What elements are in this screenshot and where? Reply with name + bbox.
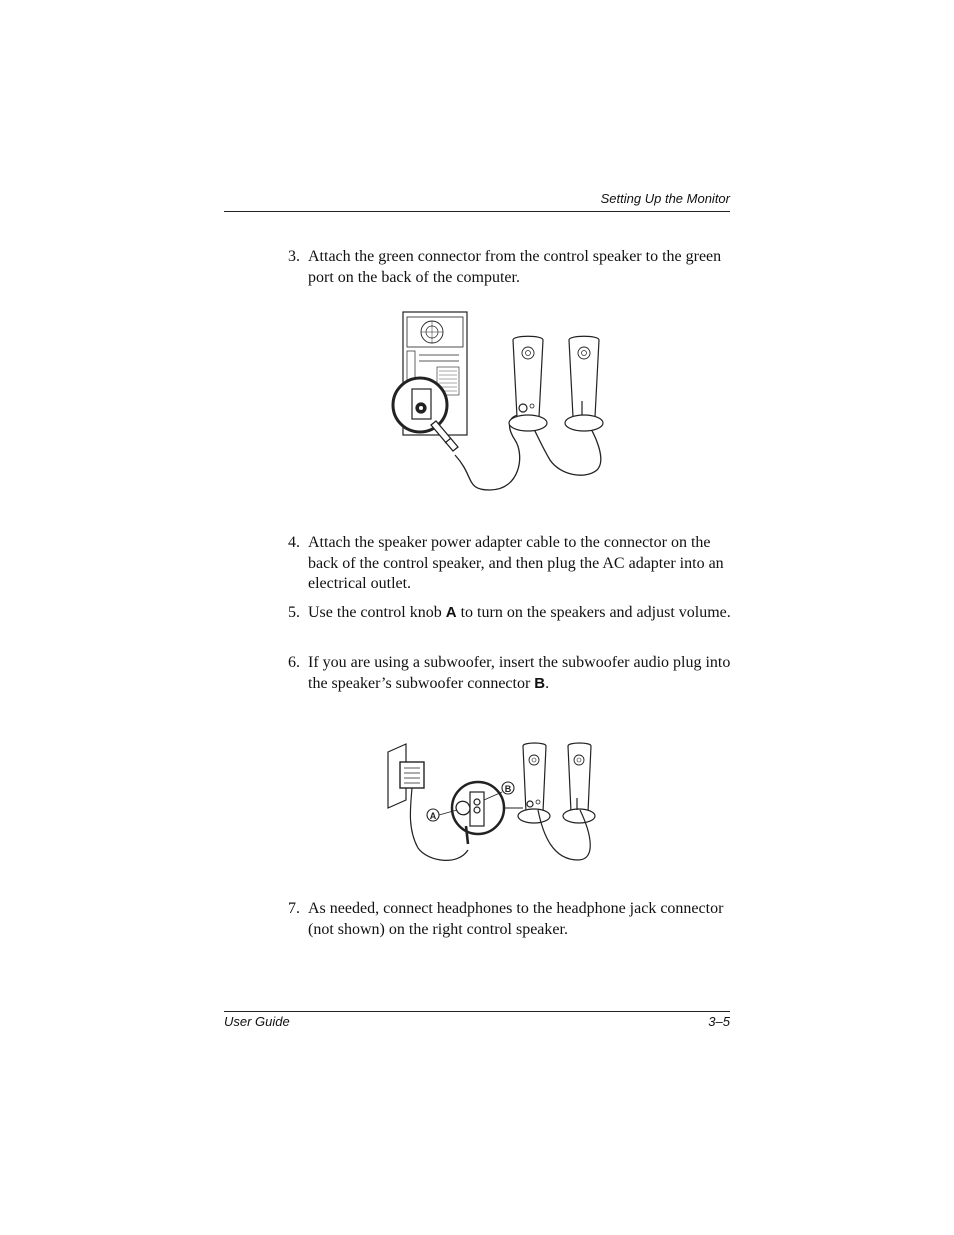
step-number: 3. — [288, 248, 300, 265]
step-3 — [288, 247, 733, 288]
footer-doc-title: User Guide — [224, 1014, 290, 1029]
figure-power-and-knob — [378, 740, 618, 870]
step-number: 6. — [288, 654, 300, 671]
figure-speaker-to-computer — [385, 305, 625, 500]
step-4 — [288, 533, 733, 595]
left-speaker — [513, 336, 543, 417]
step-number: 7. — [288, 900, 300, 917]
left-speaker — [523, 743, 546, 812]
page-number: 3–5 — [708, 1014, 730, 1029]
step-text: Attach the speaker power adapter cable to the connector on the back of the control speaker, and then plug the AC adapter into an electrical outlet. — [308, 534, 724, 592]
footer-rule — [224, 1011, 730, 1012]
right-speaker — [569, 336, 599, 417]
step-text-cont: to turn on the speakers and adjust volume. — [456, 604, 731, 621]
ac-adapter — [400, 762, 424, 788]
step-6 — [288, 653, 733, 694]
callout-b: B — [534, 674, 546, 692]
step-number: 5. — [288, 604, 300, 621]
right-speaker — [568, 743, 591, 812]
step-5 — [288, 603, 733, 624]
step-text: Attach the green connector from the control speaker to the green port on the back of the computer. — [308, 248, 722, 286]
step-text-cont: . — [545, 674, 550, 692]
callout-a-label: A — [429, 811, 437, 821]
step-text: Use the control knob — [308, 604, 446, 621]
callout-a: A — [445, 604, 457, 621]
header-rule — [224, 211, 730, 212]
step-7 — [288, 899, 733, 940]
step-text: As needed, connect headphones to the headphone jack connector (not shown) on the right control speaker. — [308, 900, 724, 938]
callout-b-label: B — [504, 784, 512, 794]
running-header: Setting Up the Monitor — [600, 191, 730, 206]
step-text: If you are using a subwoofer, insert the subwoofer audio plug into the speaker’s subwoofer connector — [308, 654, 731, 692]
step-number: 4. — [288, 534, 300, 551]
